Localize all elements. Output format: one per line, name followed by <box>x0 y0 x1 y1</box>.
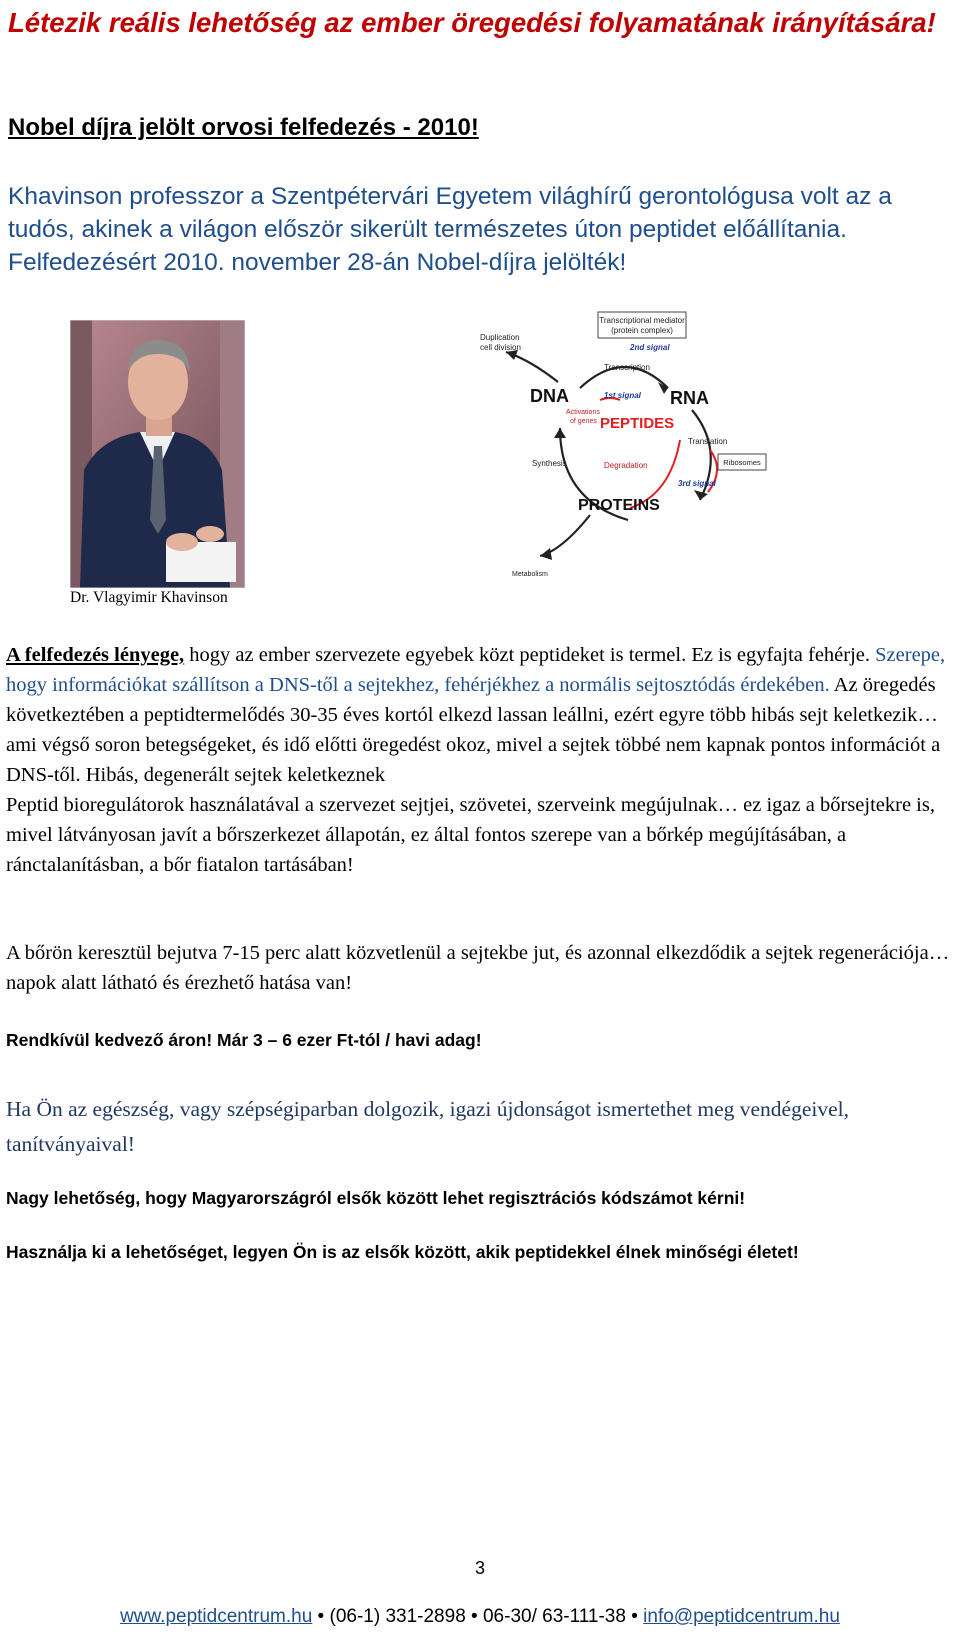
intro-paragraph: Khavinson professzor a Szentpétervári Egyetem világhírű gerontológusa volt az a tudós, akinek a világon először sikerült természetes úton peptidet előállítania. Felfedezésért 2010. november 28-án Nobel-díjra jelölték! <box>8 183 892 276</box>
phone-landline: (06-1) 331-2898 <box>329 1606 466 1627</box>
arrow-head-metabolism <box>540 548 552 560</box>
page-title: Létezik reális lehetőség az ember öregedési folyamatának irányítására! <box>8 7 936 38</box>
essence-text-black: hogy az ember szervezete egyebek közt peptideket is termel. Ez is egyfajta fehérje. <box>184 644 871 666</box>
skin-absorption-paragraph: A bőrön keresztül bejutva 7-15 perc alatt közvetlenül a sejtekbe jut, és azonnal elkezdődik a sejtek regenerációja… napok alatt látható és érezhető hatása van! <box>6 942 950 994</box>
phone-mobile: 06-30/ 63-111-38 <box>482 1606 626 1627</box>
essence-paragraph <box>6 640 954 880</box>
degradation-label: Degradation <box>604 461 648 470</box>
price-offer: Rendkívül kedvező áron! Már 3 – 6 ezer Ft-tól / havi adag! <box>6 1030 482 1050</box>
footer-separator: • <box>625 1606 644 1627</box>
mediator-label-line1: Transcriptional mediator <box>599 316 685 325</box>
peptide-cycle-diagram <box>480 310 780 582</box>
footer-separator: • <box>312 1606 330 1627</box>
essence-lead: A felfedezés lényege, <box>6 644 185 666</box>
footer-separator: • <box>465 1606 483 1627</box>
dna-label: DNA <box>530 386 569 406</box>
synthesis-label: Synthesis <box>532 459 567 468</box>
duplication-label-line1: Duplication <box>480 333 520 342</box>
arrow-head-synthesis <box>554 428 566 438</box>
signal3-label: 3rd signal <box>678 479 716 488</box>
email-link[interactable]: info@peptidcentrum.hu <box>643 1606 840 1627</box>
photo-caption: Dr. Vlagyimir Khavinson <box>70 589 228 606</box>
bioregulator-paragraph: Peptid bioregulátorok használatával a szervezet sejtjei, szövetei, szerveink megújulnak… ez igaz a bőrsejtekre is, mivel látványosan javít a bőrszerkezet állapotán, ez által fontos szerepe van a bőrkép megújításában, a ránctalanításban, a bőr fiatalon tartásában! <box>6 794 935 876</box>
signal1-label: 1st signal <box>604 391 641 400</box>
activation-label-line1: Activations <box>566 409 600 416</box>
translation-label: Translation <box>688 437 728 446</box>
proteins-label: PROTEINS <box>578 497 660 514</box>
footer-contact <box>0 1604 960 1630</box>
industry-paragraph: Ha Ön az egészség, vagy szépségiparban dolgozik, igazi újdonságot ismertethet meg vendégeivel, tanítványaival! <box>6 1097 849 1156</box>
essence-text-blue: Szerepe, hogy információkat szállítson a DNS-től a sejtekhez, fehérjékhez a normális sejtosztódás érdekében. <box>6 644 946 696</box>
duplication-label-line2: cell division <box>480 343 521 352</box>
metabolism-label: Metabolism <box>512 571 548 578</box>
essence-text-rest: Az öregedés következtében a peptidtermelődés 30-35 éves kortól elkezd lassan leállni, ezért egyre több hibás sejt keletkezik… ami végső soron betegségeket, és idő előtti öregedést okoz, mivel a sejtek többé nem kapnak pontos információt a DNS-től. Hibás, degenerált sejtek keletkeznek <box>6 674 941 786</box>
page-number: 3 <box>474 1558 485 1578</box>
arc-metabolism <box>540 515 590 556</box>
call-to-action: Használja ki a lehetőséget, legyen Ön is az elsők között, akik peptidekkel élnek minőségi életet! <box>6 1242 799 1262</box>
page-subtitle: Nobel díjra jelölt orvosi felfedezés - 2010! <box>8 114 479 141</box>
website-link[interactable]: www.peptidcentrum.hu <box>120 1606 313 1627</box>
peptides-label: PEPTIDES <box>600 415 675 432</box>
transcription-label: Transcription <box>604 363 650 372</box>
registration-note: Nagy lehetőség, hogy Magyarországról elsők között lehet regisztrációs kódszámot kérni! <box>6 1188 746 1208</box>
signal2-label: 2nd signal <box>630 343 670 352</box>
activation-label-line2: of genes <box>570 418 597 425</box>
ribosomes-label: Ribosomes <box>723 458 761 467</box>
rna-label: RNA <box>670 388 709 408</box>
portrait-photo <box>70 320 245 588</box>
arrow-head-translation <box>694 490 708 500</box>
mediator-label-line2: (protein complex) <box>611 326 673 335</box>
